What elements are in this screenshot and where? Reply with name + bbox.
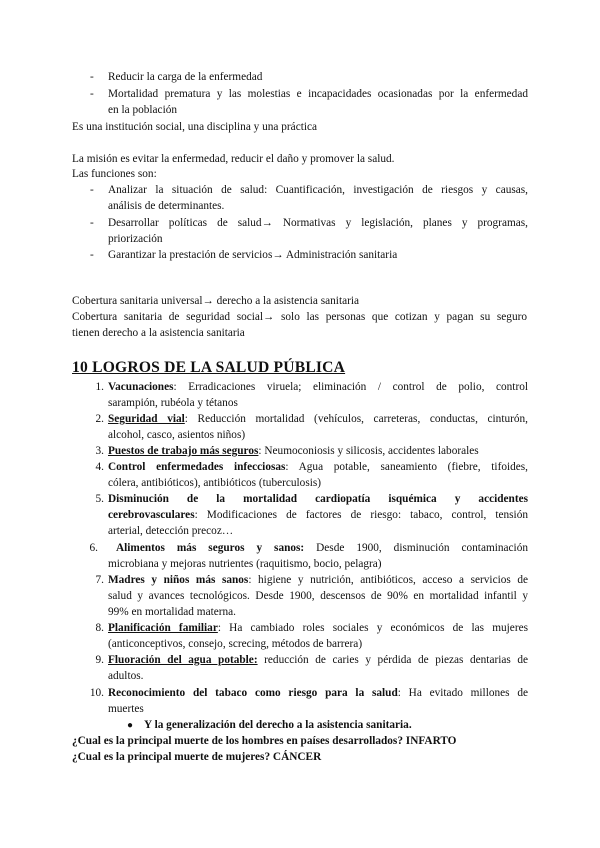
intro-sentence: Es una institución social, una disciplina y una práctica [72,121,318,133]
item-number: 6. [89,542,98,554]
coverage-social-cont: tienen derecho a la asistencia sanitaria [72,327,245,339]
achievement-1-cont: sarampión, rubéola y tétanos [108,397,238,409]
function-1: Analizar la situación de salud: Cuantificación, investigación de riesgos y causas, [108,184,528,196]
achievement-1: Vacunaciones: Erradicaciones viruela; eliminación / control de polio, control [108,381,528,393]
item-number: 7. [95,574,104,586]
question-men: ¿Cual es la principal muerte de los hombres en países desarrollados? INFARTO [72,735,457,747]
achievement-8: Planificación familiar: Ha cambiado roles sociales y económicos de las mujeres [108,622,528,634]
item-number: 10. [89,687,104,699]
achievement-2: Seguridad vial: Reducción mortalidad (vehículos, carreteras, conductas, cinturón, [108,413,528,425]
sub-bullet: Y la generalización del derecho a la asistencia sanitaria. [144,719,412,731]
function-2-cont: priorización [108,233,163,245]
achievement-5-line2: cerebrovasculares: Modificaciones de factores de riesgo: tabaco, control, tensión [108,509,528,521]
function-2: Desarrollar políticas de salud→ Normativas y legislación, planes y programas, [108,217,528,229]
achievement-title: Vacunaciones [108,381,174,393]
achievement-title-cont: cerebrovasculares [108,509,195,521]
intro-item-2: Mortalidad prematura y las molestias e incapacidades ocasionadas por la enfermedad [108,88,528,100]
achievement-title: Control enfermedades infecciosas [108,461,286,473]
achievement-title: Madres y niños más sanos [108,574,249,586]
question-women: ¿Cual es la principal muerte de mujeres? CÁNCER [72,751,322,763]
achievement-8-cont: (anticonceptivos, consejo, screcing, métodos de barrera) [108,638,363,650]
achievement-6-cont: microbiana y mejoras nutrientes (raquitismo, bocio, pelagra) [108,558,382,570]
coverage-social: Cobertura sanitaria de seguridad social→ solo las personas que cotizan y pagan su seguro [72,311,527,323]
item-number: 9. [95,654,104,666]
achievement-title: Alimentos más seguros y sanos: [116,542,305,554]
intro-item-1: Reducir la carga de la enfermedad [108,71,263,83]
dash-marker: - [90,217,94,229]
dash-marker: - [90,184,94,196]
mission-text: La misión es evitar la enfermedad, reducir el daño y promover la salud. [72,153,395,165]
item-number: 2. [95,413,104,425]
coverage-universal: Cobertura sanitaria universal→ derecho a la asistencia sanitaria [72,295,360,307]
achievement-2-cont: alcohol, casco, asientos niños) [108,429,246,441]
achievement-4: Control enfermedades infecciosas: Agua potable, saneamiento (fiebre, tifoides, [108,461,529,473]
intro-item-2-cont: en la población [108,104,178,116]
achievement-title: Seguridad vial [108,413,185,425]
dash-marker: - [90,71,94,83]
dash-marker: - [90,249,94,261]
achievement-title: Planificación familiar [108,622,218,634]
achievement-7-cont2: 99% en mortalidad materna. [108,606,236,618]
function-3: Garantizar la prestación de servicios→ Administración sanitaria [108,249,398,261]
achievement-10: Reconocimiento del tabaco como riesgo para la salud: Ha evitado millones de [108,687,528,699]
achievement-title: Puestos de trabajo más seguros [108,445,259,457]
item-number: 3. [95,445,104,457]
achievement-4-cont: cólera, antibióticos), antibióticos (tuberculosis) [108,477,322,489]
achievement-7: Madres y niños más sanos: higiene y nutrición, antibióticos, acceso a servicios de [108,574,528,586]
function-1-cont: análisis de determinantes. [108,200,225,212]
achievement-7-cont: salud y avances tecnológicos. Desde 1900, descensos de 90% en mortalidad infantil y [108,590,528,602]
achievement-6: Alimentos más seguros y sanos: Desde 1900, disminución contaminación [116,542,528,554]
achievement-5-cont: arterial, detección precoz… [108,525,234,537]
achievement-title: Reconocimiento del tabaco como riesgo para la salud [108,687,398,699]
achievement-9-cont: adultos. [108,670,144,682]
item-number: 8. [95,622,104,634]
achievements-heading: 10 LOGROS DE LA SALUD PÚBLICA [72,359,346,376]
dash-marker: - [90,88,94,100]
functions-label: Las funciones son: [72,168,157,180]
achievement-title: Fluoración del agua potable: [108,654,258,666]
item-number: 5. [95,493,104,505]
achievement-3: Puestos de trabajo más seguros: Neumoconiosis y silicosis, accidentes laborales [108,445,479,457]
achievement-9: Fluoración del agua potable: reducción de caries y pérdida de piezas dentarias de [108,654,528,666]
item-number: 1. [95,381,104,393]
bullet-icon: ● [127,720,134,731]
achievement-10-cont: muertes [108,703,144,715]
achievement-5: Disminución de la mortalidad cardiopatía isquémica y accidentes [108,493,528,505]
item-number: 4. [95,461,104,473]
